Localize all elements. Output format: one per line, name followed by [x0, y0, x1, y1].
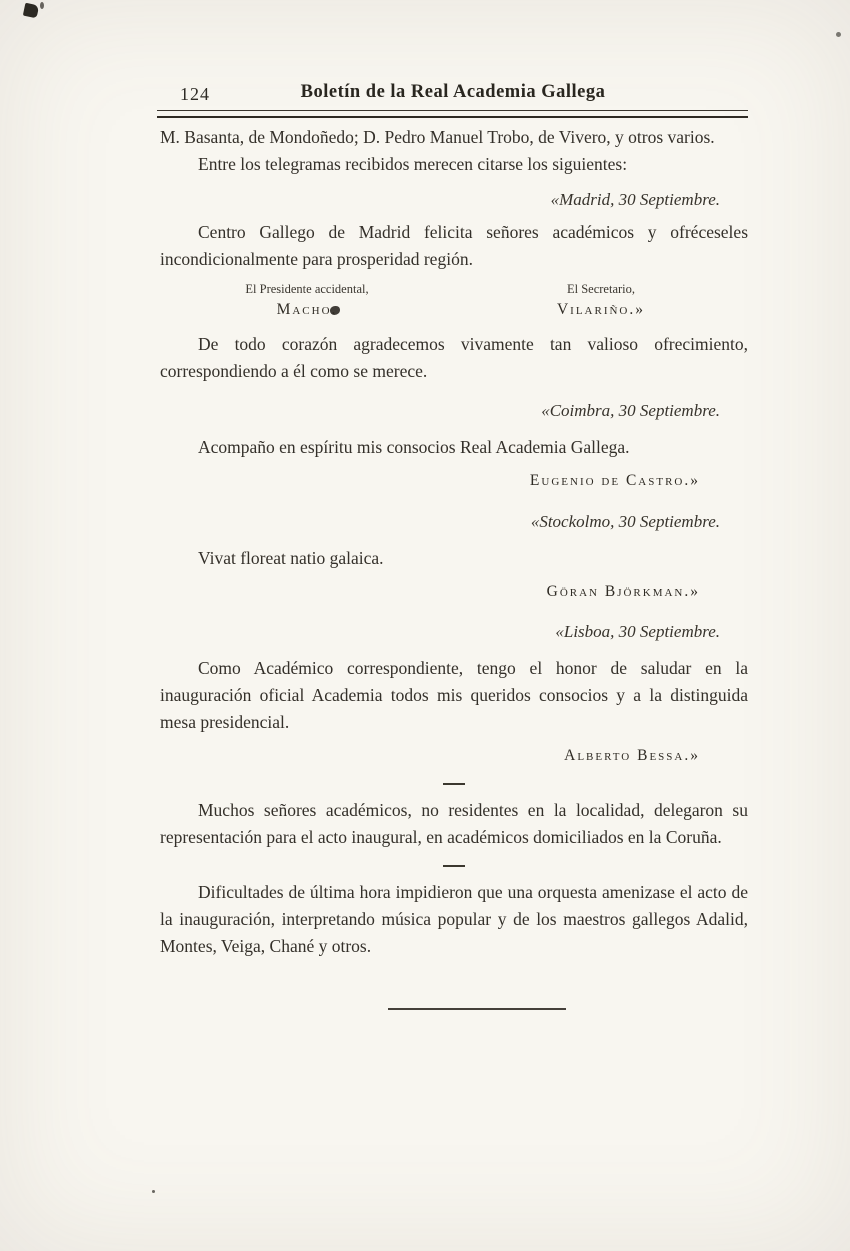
scan-artifact: [23, 3, 39, 19]
para-orchestra: Dificultades de última hora impidieron que una orquesta amenizase el acto de la inauguración, interpretando música popular y de los maestros gallegos Adalid, Montes, Veiga, Chané y otros.: [160, 881, 748, 956]
journal-title: Boletín de la Real Academia Gallega: [300, 82, 606, 102]
section-divider: [443, 783, 465, 785]
signature-alberto-bessa: Alberto Bessa.»: [564, 747, 700, 764]
page-number: 124: [180, 84, 210, 104]
page-header: [158, 82, 748, 108]
header-rule: [157, 110, 748, 118]
signature-eugenio-de-castro: Eugenio de Castro.»: [529, 472, 700, 489]
footer-rule: [388, 1008, 566, 1010]
page-body: [160, 124, 748, 960]
signature-president-role: El Presidente accidental,: [245, 282, 369, 296]
scan-artifact: [836, 32, 841, 37]
para-delegation: Muchos señores académicos, no residentes en la localidad, delegaron su representación para el acto inaugural, en académicos domiciliados en la Coruña.: [160, 799, 748, 847]
signature-row: [160, 281, 748, 321]
telegram-coimbra-text: Acompaño en espíritu mis consocios Real Academia Gallega.: [198, 437, 630, 457]
dateline-coimbra: «Coimbra, 30 Septiembre.: [541, 401, 720, 420]
telegram-lisboa-text: Como Académico correspondiente, tengo el honor de saludar en la inauguración oficial Academia todos mis queridos consocios y a la distinguida mesa presidencial.: [160, 658, 748, 732]
signature-president: [160, 281, 454, 321]
para-intro: Entre los telegramas recibidos merecen citarse los siguientes:: [198, 154, 628, 174]
section-divider: [443, 865, 465, 867]
para-continuation: M. Basanta, de Mondoñedo; D. Pedro Manuel Trobo, de Vivero, y otros varios.: [160, 127, 715, 147]
para-thanks: De todo corazón agradecemos vivamente tan valioso ofrecimiento, correspondiendo a él como se merece.: [160, 334, 748, 381]
scan-artifact: [152, 1190, 155, 1193]
signature-secretary: [454, 281, 748, 321]
signature-secretary-name: Vilariño.»: [556, 301, 646, 318]
dateline-stockolmo: «Stockolmo, 30 Septiembre.: [530, 511, 720, 531]
signature-president-name: Macho.: [276, 301, 338, 318]
telegram-madrid-text: Centro Gallego de Madrid felicita señores académicos y ofréceseles incondicionalmente para prosperidad región.: [160, 222, 748, 269]
dateline-lisboa: «Lisboa, 30 Septiembre.: [555, 622, 720, 641]
scan-artifact: [40, 2, 44, 9]
signature-goran-bjorkman: Göran Björkman.»: [546, 582, 700, 600]
telegram-stockolmo-text: Vivat floreat natio galaica.: [198, 547, 384, 568]
dateline-madrid: «Madrid, 30 Septiembre.: [550, 190, 720, 209]
signature-secretary-role: El Secretario,: [566, 282, 636, 296]
